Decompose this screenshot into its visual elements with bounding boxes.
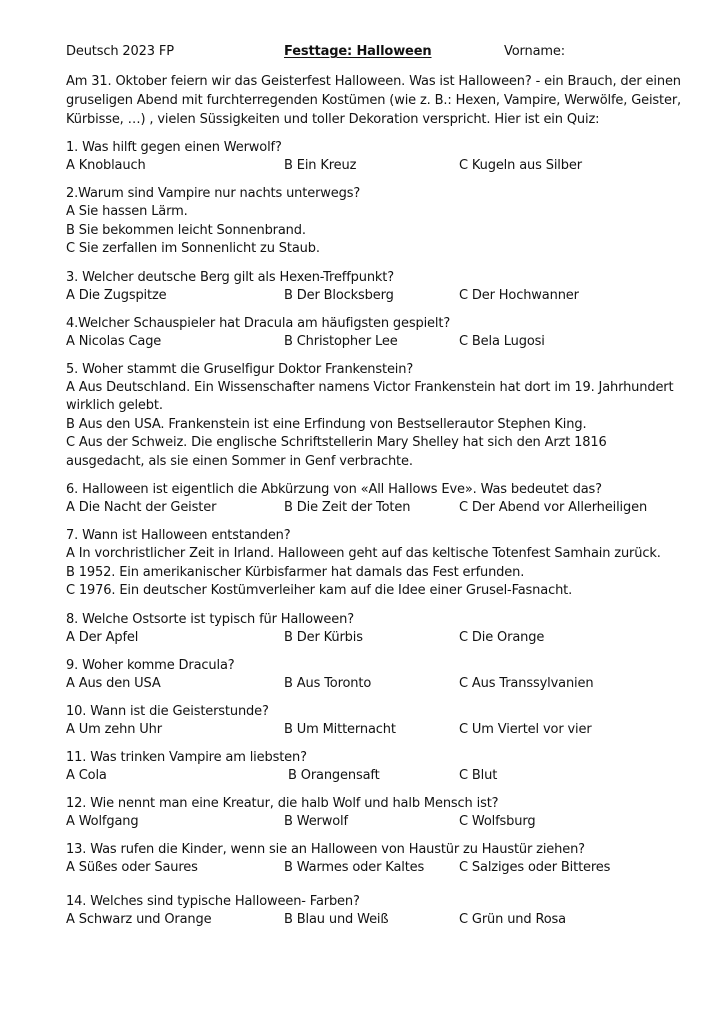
options-row xyxy=(66,859,686,877)
option-c: C Die Orange xyxy=(459,629,545,645)
options-row xyxy=(66,287,686,305)
question-text: 5. Woher stammt die Gruselfigur Doktor Frankenstein? xyxy=(66,361,414,377)
option-a: A Aus den USA xyxy=(66,675,161,691)
question-text: 13. Was rufen die Kinder, wenn sie an Halloween von Haustür zu Haustür ziehen? xyxy=(66,841,585,857)
option-b: B Ein Kreuz xyxy=(284,158,357,173)
question-10 xyxy=(66,703,686,739)
option-a: A Die Zugspitze xyxy=(66,287,167,303)
option-b: B Aus den USA. Frankenstein ist eine Erfindung von Bestsellerautor Stephen King. xyxy=(66,416,587,432)
option-b: B Orangensaft xyxy=(288,767,380,783)
option-a: A Der Apfel xyxy=(66,629,139,645)
question-text: 4.Welcher Schauspieler hat Dracula am häufigsten gespielt? xyxy=(66,315,451,331)
option-b: B Christopher Lee xyxy=(284,333,398,349)
question-14 xyxy=(66,893,686,929)
question-text: 9. Woher komme Dracula? xyxy=(66,657,235,673)
options-row xyxy=(66,157,686,175)
option-a: A Nicolas Cage xyxy=(66,333,162,349)
option-c: C Sie zerfallen im Sonnenlicht zu Staub. xyxy=(66,241,320,256)
option-c: C Wolfsburg xyxy=(459,813,536,829)
option-c: C Blut xyxy=(459,767,498,783)
option-b: B Werwolf xyxy=(284,813,348,829)
question-13 xyxy=(66,841,686,877)
option-b: B Die Zeit der Toten xyxy=(284,500,411,515)
option-b: B Der Kürbis xyxy=(284,629,363,645)
first-name-label: Vorname: xyxy=(504,44,566,59)
question-7 xyxy=(66,527,686,601)
options-row xyxy=(66,675,686,693)
options-row xyxy=(66,629,686,647)
option-a: A Schwarz und Orange xyxy=(66,911,212,927)
worksheet-title: Festtage: Halloween xyxy=(284,44,432,59)
options-row xyxy=(66,813,686,831)
option-c: C Grün und Rosa xyxy=(459,911,566,927)
options-row xyxy=(66,333,686,351)
worksheet-page xyxy=(66,44,686,939)
option-c: C Der Abend vor Allerheiligen xyxy=(459,500,648,515)
option-a: A Um zehn Uhr xyxy=(66,721,162,737)
options-row xyxy=(66,721,686,739)
question-1 xyxy=(66,139,686,175)
option-b: B Der Blocksberg xyxy=(284,287,394,303)
option-a: A Süßes oder Saures xyxy=(66,859,198,875)
question-5 xyxy=(66,361,686,472)
option-b: B Sie bekommen leicht Sonnenbrand. xyxy=(66,222,306,238)
options-row xyxy=(66,499,686,517)
question-4 xyxy=(66,315,686,351)
option-c: C 1976. Ein deutscher Kostümverleiher kam auf die Idee einer Grusel-Fasnacht. xyxy=(66,583,573,598)
question-text: 10. Wann ist die Geisterstunde? xyxy=(66,703,269,719)
question-text: 11. Was trinken Vampire am liebsten? xyxy=(66,749,307,765)
option-b: B Blau und Weiß xyxy=(284,911,389,927)
question-text: 14. Welches sind typische Halloween- Farben? xyxy=(66,893,360,909)
option-b: B 1952. Ein amerikanischer Kürbisfarmer hat damals das Fest erfunden. xyxy=(66,564,525,580)
subject-label: Deutsch 2023 FP xyxy=(66,44,174,59)
option-b: B Um Mitternacht xyxy=(284,721,396,737)
option-a: A Aus Deutschland. Ein Wissenschafter namens Victor Frankenstein hat dort im 19. Jahrhundert wirklich gelebt. xyxy=(66,379,674,413)
option-c: C Der Hochwanner xyxy=(459,287,579,303)
option-c: C Um Viertel vor vier xyxy=(459,721,592,737)
question-text: 7. Wann ist Halloween entstanden? xyxy=(66,528,291,543)
option-c: C Kugeln aus Silber xyxy=(459,158,582,173)
option-a: A Knoblauch xyxy=(66,158,146,173)
question-text: 12. Wie nennt man eine Kreatur, die halb Wolf und halb Mensch ist? xyxy=(66,795,499,811)
option-a: A Wolfgang xyxy=(66,813,139,829)
question-9 xyxy=(66,657,686,693)
option-c: C Aus der Schweiz. Die englische Schriftstellerin Mary Shelley hat sich den Arzt 1816 ausgedacht, als sie einen Sommer in Genf verbrachte. xyxy=(66,435,607,469)
worksheet-header xyxy=(66,44,686,64)
option-a: A In vorchristlicher Zeit in Irland. Halloween geht auf das keltische Totenfest Samhain zurück. xyxy=(66,546,661,561)
option-a: A Die Nacht der Geister xyxy=(66,500,217,515)
question-text: 6. Halloween ist eigentlich die Abkürzung von «All Hallows Eve». Was bedeutet das? xyxy=(66,482,602,497)
option-a: A Cola xyxy=(66,767,107,783)
intro-paragraph: Am 31. Oktober feiern wir das Geisterfest Halloween. Was ist Halloween? - ein Brauch, der einen gruseligen Abend mit furchterregenden Kostümen (wie z. B.: Hexen, Vampire, Werwölfe, Geister, Kürbisse, …) , vielen Süssigkeiten und toller Dekoration verspricht. Hier ist ein Quiz: xyxy=(66,74,682,127)
question-text: 8. Welche Ostsorte ist typisch für Halloween? xyxy=(66,611,354,627)
option-b: B Aus Toronto xyxy=(284,675,372,691)
question-11 xyxy=(66,749,686,785)
question-3 xyxy=(66,269,686,305)
question-text: 3. Welcher deutsche Berg gilt als Hexen-Treffpunkt? xyxy=(66,269,395,285)
option-c: C Salziges oder Bitteres xyxy=(459,859,611,875)
options-row xyxy=(66,911,686,929)
question-8 xyxy=(66,611,686,647)
question-12 xyxy=(66,795,686,831)
option-a: A Sie hassen Lärm. xyxy=(66,204,188,219)
question-text: 1. Was hilft gegen einen Werwolf? xyxy=(66,140,282,155)
question-text: 2.Warum sind Vampire nur nachts unterwegs? xyxy=(66,186,361,201)
option-c: C Bela Lugosi xyxy=(459,333,545,349)
question-2 xyxy=(66,185,686,259)
options-row xyxy=(66,767,686,785)
question-6 xyxy=(66,481,686,517)
option-b: B Warmes oder Kaltes xyxy=(284,859,425,875)
option-c: C Aus Transsylvanien xyxy=(459,675,594,691)
